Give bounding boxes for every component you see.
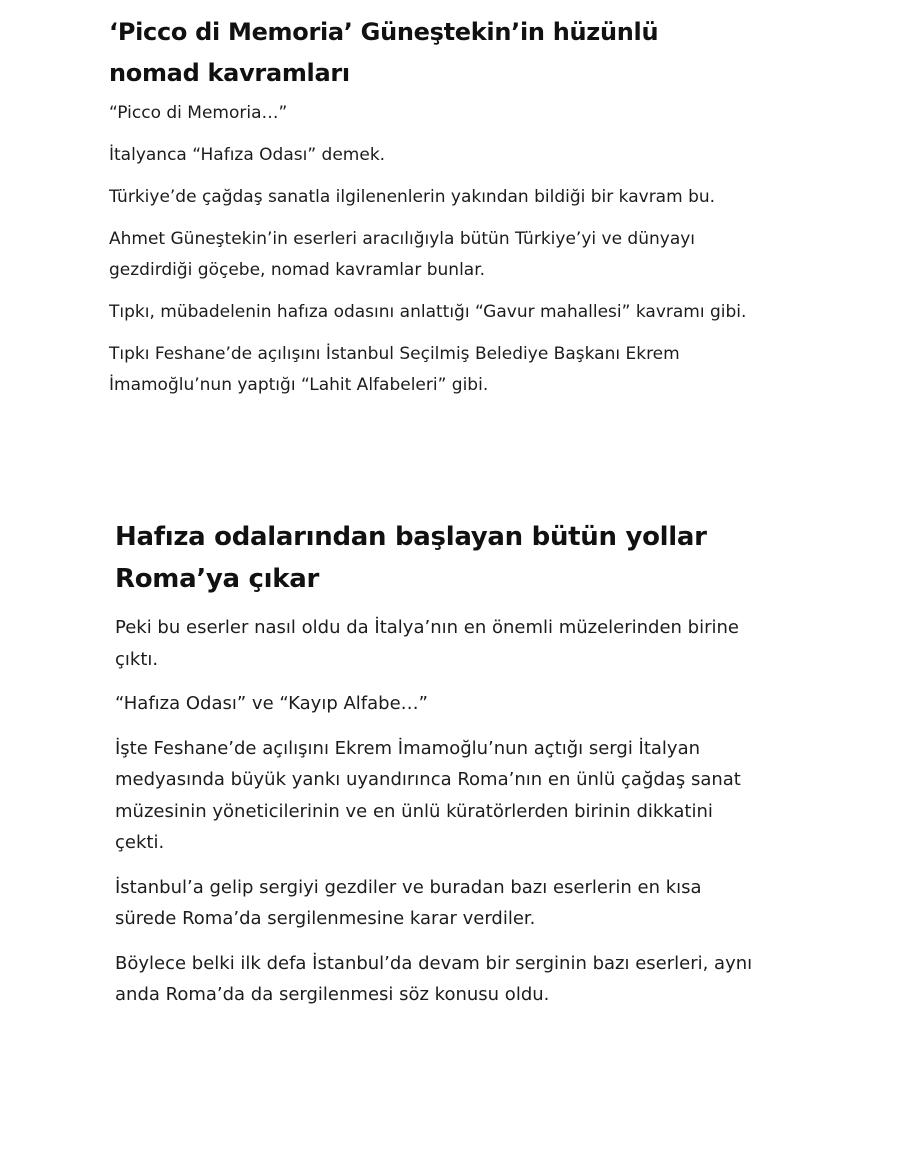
paragraph: Türkiye’de çağdaş sanatla ilgilenenlerin yakından bildiği bir kavram bu.: [109, 187, 716, 207]
paragraph: Böylece belki ilk defa İstanbul’da devam bir serginin bazı eserleri, aynı anda Roma’da da sergilenmesi söz konusu oldu.: [115, 952, 753, 1005]
article-section-1: [109, 12, 749, 412]
paragraph: İtalyanca “Hafıza Odası” demek.: [109, 145, 386, 165]
paragraph: Peki bu eserler nasıl oldu da İtalya’nın en önemli müzelerinden birine çıktı.: [115, 617, 739, 670]
paragraph: Tıpkı, mübadelenin hafıza odasını anlattığı “Gavur mahallesi” kavramı gibi.: [109, 302, 747, 322]
paragraph: İşte Feshane’de açılışını Ekrem İmamoğlu’nun açtığı sergi İtalyan medyasında büyük yankı uyandırınca Roma’nın en ünlü çağdaş sanat müzesinin yöneticilerinin ve en ünlü küratörlerden birinin dikkatini çekti.: [115, 737, 741, 853]
section-heading: Hafıza odalarından başlayan bütün yollar Roma’ya çıkar: [115, 522, 707, 594]
section-heading: ‘Picco di Memoria’ Güneştekin’in hüzünlü nomad kavramları: [109, 18, 659, 87]
article-section-2: [115, 516, 765, 1024]
paragraph: Ahmet Güneştekin’in eserleri aracılığıyla bütün Türkiye’yi ve dünyayı gezdirdiği göçebe, nomad kavramlar bunlar.: [109, 229, 696, 280]
paragraph: “Picco di Memoria…”: [109, 103, 288, 123]
paragraph: “Hafıza Odası” ve “Kayıp Alfabe…”: [115, 693, 428, 714]
paragraph: Tıpkı Feshane’de açılışını İstanbul Seçilmiş Belediye Başkanı Ekrem İmamoğlu’nun yaptığı “Lahit Alfabeleri” gibi.: [109, 344, 680, 395]
paragraph: İstanbul’a gelip sergiyi gezdiler ve buradan bazı eserlerin en kısa sürede Roma’da sergilenmesine karar verdiler.: [115, 876, 702, 929]
